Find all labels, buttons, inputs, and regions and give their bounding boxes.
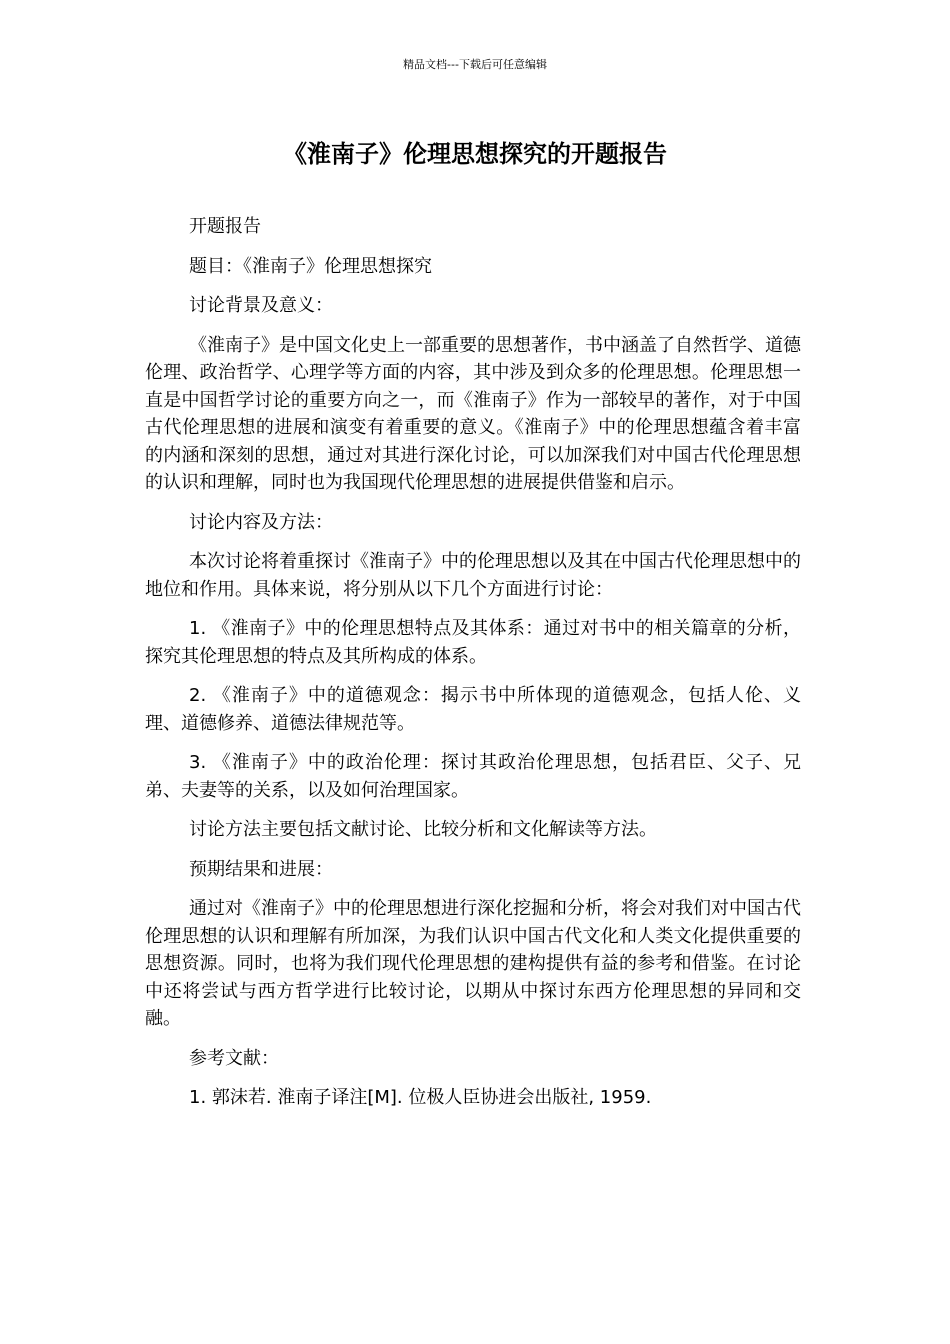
topic-line: 题目：《淮南子》伦理思想探究: [189, 255, 432, 277]
reference-item-1: 1. 郭沫若. 淮南子译注[M]. 位极人臣协进会出版社, 1959.: [189, 1087, 652, 1108]
document-body: [145, 213, 801, 1124]
list-item-2: 2. 《淮南子》中的道德观念：揭示书中所体现的道德观念，包括人伦、义理、道德修养、道德法律规范等。: [145, 685, 801, 734]
page-header: 精品文档---下载后可任意编辑: [403, 58, 547, 71]
report-label: 开题报告: [189, 216, 261, 237]
section-heading-expected-results: 预期结果和进展：: [189, 858, 333, 880]
method-paragraph: 讨论方法主要包括文献讨论、比较分析和文化解读等方法。: [189, 819, 657, 840]
background-paragraph: 《淮南子》是中国文化史上一部重要的思想著作，书中涵盖了自然哲学、道德伦理、政治哲学、心理学等方面的内容，其中涉及到众多的伦理思想。伦理思想一直是中国哲学讨论的重要方向之一，而《淮南子》作为一部较早的著作，对于中国古代伦理思想的进展和演变有着重要的意义。《淮南子》中的伦理思想蕴含着丰富的内涵和深刻的思想，通过对其进行深化讨论，可以加深我们对中国古代伦理思想的认识和理解，同时也为我国现代伦理思想的进展提供借鉴和启示。: [145, 334, 801, 493]
list-item-1: 1. 《淮南子》中的伦理思想特点及其体系：通过对书中的相关篇章的分析，探究其伦理思想的特点及其所构成的体系。: [145, 618, 801, 667]
section-heading-references: 参考文献：: [189, 1047, 279, 1069]
expected-results-paragraph: 通过对《淮南子》中的伦理思想进行深化挖掘和分析，将会对我们对中国古代伦理思想的认识和理解有所加深，为我们认识中国古代文化和人类文化提供重要的思想资源。同时，也将为我们现代伦理思想的建构提供有益的参考和借鉴。在讨论中还将尝试与西方哲学进行比较讨论，以期从中探讨东西方伦理思想的异同和交融。: [145, 898, 801, 1029]
content-intro-paragraph: 本次讨论将着重探讨《淮南子》中的伦理思想以及其在中国古代伦理思想中的地位和作用。具体来说，将分别从以下几个方面进行讨论：: [145, 551, 801, 600]
section-heading-background: 讨论背景及意义：: [189, 295, 333, 316]
section-heading-content-method: 讨论内容及方法：: [189, 511, 333, 533]
document-title: 《淮南子》伦理思想探究的开题报告: [283, 140, 667, 168]
list-item-3: 3. 《淮南子》中的政治伦理：探讨其政治伦理思想，包括君臣、父子、兄弟、夫妻等的关系，以及如何治理国家。: [145, 752, 801, 801]
